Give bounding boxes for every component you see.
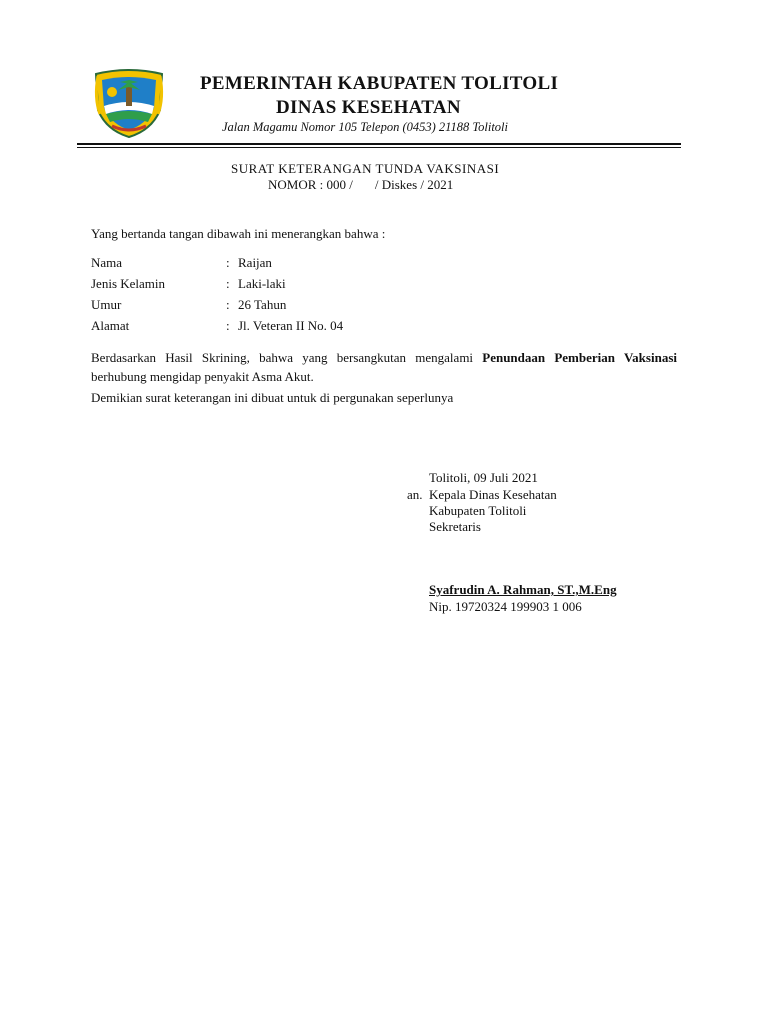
signatory-position: Sekretaris xyxy=(429,519,481,534)
signatory-regency: Kabupaten Tolitoli xyxy=(429,503,527,518)
place-date: Tolitoli, 09 Juli 2021 xyxy=(429,470,538,485)
office-address: Jalan Magamu Nomor 105 Telepon (0453) 21188 Tolitoli xyxy=(222,120,509,134)
field-label-nama: Nama xyxy=(91,255,123,270)
signatory-nip: Nip. 19720324 199903 1 006 xyxy=(429,599,582,614)
department-name: DINAS KESEHATAN xyxy=(276,97,461,118)
field-separator: : xyxy=(226,255,230,270)
field-value-alamat: Jl. Veteran II No. 04 xyxy=(238,318,344,333)
closing-statement: Demikian surat keterangan ini dibuat untuk di pergunakan seperlunya xyxy=(91,390,454,405)
document-number-suffix: / Diskes / 2021 xyxy=(374,177,454,192)
screening-statement xyxy=(91,348,677,386)
signatory-office: Kepala Dinas Kesehatan xyxy=(429,487,557,502)
field-separator: : xyxy=(226,297,230,312)
government-name: PEMERINTAH KABUPATEN TOLITOLI xyxy=(200,73,559,94)
field-separator: : xyxy=(226,276,230,291)
statement-emphasis: Penundaan Pemberian Vaksinasi xyxy=(482,350,677,365)
regency-coat-of-arms-icon xyxy=(92,68,166,138)
intro-statement: Yang bertanda tangan dibawah ini menerangkan bahwa : xyxy=(91,226,386,241)
on-behalf-label: an. xyxy=(407,487,423,502)
field-separator: : xyxy=(226,318,230,333)
signatory-name: Syafrudin A. Rahman, ST.,M.Eng xyxy=(429,582,617,597)
document-title: SURAT KETERANGAN TUNDA VAKSINASI xyxy=(231,161,500,176)
statement-lead: Berdasarkan Hasil Skrining, bahwa yang bersangkutan mengalami xyxy=(91,350,483,365)
statement-tail: berhubung mengidap penyakit Asma Akut. xyxy=(91,369,314,384)
field-value-jenis-kelamin: Laki-laki xyxy=(238,276,286,291)
header-divider-thin xyxy=(77,147,681,148)
document-number-prefix: NOMOR : 000 / xyxy=(268,177,353,192)
field-label-jenis-kelamin: Jenis Kelamin xyxy=(91,276,166,291)
field-value-nama: Raijan xyxy=(238,255,272,270)
document-number xyxy=(268,177,453,193)
field-label-umur: Umur xyxy=(91,297,122,312)
header-divider-thick xyxy=(77,143,681,145)
field-value-umur: 26 Tahun xyxy=(238,297,287,312)
field-label-alamat: Alamat xyxy=(91,318,130,333)
